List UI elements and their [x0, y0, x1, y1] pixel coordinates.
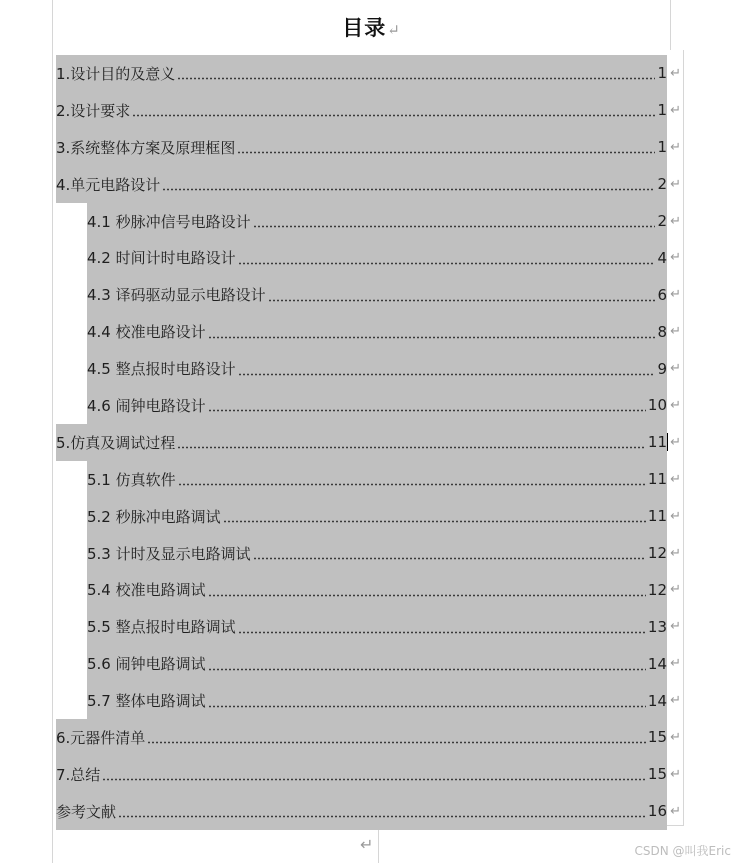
toc-entry-title[interactable]: 参考文献 — [56, 802, 117, 821]
page-margin-bottom-vertical — [378, 825, 379, 863]
toc-entry[interactable] — [56, 129, 686, 166]
toc-entry-content[interactable] — [56, 284, 686, 305]
dot-leader — [238, 362, 656, 376]
toc-entry-page-number[interactable]: 11 — [647, 507, 667, 526]
toc-entry-content[interactable] — [56, 653, 686, 674]
paragraph-mark-icon: ↵ — [670, 693, 681, 709]
toc-entry-title[interactable]: 4.1 秒脉冲信号电路设计 — [87, 212, 251, 231]
toc-entry[interactable] — [56, 387, 686, 424]
toc-entry-page-number[interactable]: 6 — [657, 285, 667, 304]
toc-entry[interactable] — [56, 535, 686, 572]
toc-entry-title[interactable]: 1.设计目的及意义 — [56, 64, 176, 83]
toc-entry-page-number[interactable]: 1 — [657, 138, 667, 157]
dot-leader — [178, 472, 646, 486]
toc-entry-page-number[interactable]: 1 — [657, 64, 667, 83]
toc-entry[interactable] — [56, 92, 686, 129]
page-margin-left — [52, 0, 53, 863]
dot-leader — [253, 214, 656, 228]
toc-entry-content[interactable] — [56, 469, 686, 490]
toc-entry-title[interactable]: 5.1 仿真软件 — [87, 470, 176, 489]
dot-leader — [237, 140, 655, 154]
toc-entry[interactable] — [56, 498, 686, 535]
paragraph-mark-icon: ↵ — [670, 803, 681, 819]
toc-entry[interactable] — [56, 793, 686, 830]
toc-entry-content[interactable] — [56, 727, 686, 748]
toc-heading[interactable] — [0, 12, 743, 42]
toc-entry-content[interactable] — [56, 174, 686, 195]
paragraph-mark-icon: ↵ — [670, 434, 681, 450]
toc-entry-page-number[interactable]: 4 — [657, 248, 667, 267]
toc-entry-content[interactable] — [56, 211, 686, 232]
dot-leader — [147, 730, 646, 744]
dot-leader — [253, 546, 646, 560]
toc-entry-content[interactable] — [56, 616, 686, 637]
toc-entry-content[interactable] — [56, 63, 686, 84]
toc-entry-title[interactable]: 5.7 整体电路调试 — [87, 692, 206, 711]
toc-entry-page-number[interactable]: 14 — [647, 654, 667, 673]
toc-entry[interactable] — [56, 571, 686, 608]
paragraph-mark-icon: ↵ — [670, 102, 681, 118]
toc-entry-title[interactable]: 4.3 译码驱动显示电路设计 — [87, 286, 266, 305]
paragraph-mark-icon: ↵ — [670, 729, 681, 745]
dot-leader — [177, 435, 646, 449]
toc-entry[interactable] — [56, 461, 686, 498]
paragraph-mark-icon: ↵ — [670, 545, 681, 561]
toc-entry[interactable] — [56, 203, 686, 240]
toc-entry-content[interactable] — [56, 395, 686, 416]
toc-entry-content[interactable] — [56, 579, 686, 600]
toc-entry[interactable] — [56, 239, 686, 276]
paragraph-mark-icon: ↵ — [670, 766, 681, 782]
toc-entry[interactable] — [56, 166, 686, 203]
toc-entry-content[interactable] — [56, 543, 686, 564]
toc-entry-content[interactable] — [56, 764, 686, 785]
toc-entry-page-number[interactable]: 1 — [657, 101, 667, 120]
text-cursor — [667, 433, 668, 451]
paragraph-mark-icon: ↵ — [670, 139, 681, 155]
dot-leader — [132, 103, 655, 117]
toc-entry[interactable] — [56, 719, 686, 756]
paragraph-mark-icon: ↵ — [670, 361, 681, 377]
toc-entry-page-number[interactable]: 14 — [647, 691, 667, 710]
toc-entry-page-number[interactable]: 12 — [647, 544, 667, 563]
toc-entry-page-number[interactable]: 13 — [647, 617, 667, 636]
toc-entry[interactable] — [56, 424, 686, 461]
paragraph-mark-icon: ↵ — [387, 21, 401, 39]
toc-entry-title[interactable]: 7.总结 — [56, 765, 101, 784]
toc-entry-page-number[interactable]: 10 — [647, 396, 667, 415]
toc-entry-title[interactable]: 5.6 闹钟电路调试 — [87, 655, 206, 674]
dot-leader — [208, 694, 646, 708]
toc-entry[interactable] — [56, 55, 686, 92]
toc-entry-title[interactable]: 5.3 计时及显示电路调试 — [87, 544, 251, 563]
paragraph-mark-icon: ↵ — [670, 508, 681, 524]
dot-leader — [223, 509, 646, 523]
paragraph-mark-icon: ↵ — [670, 250, 681, 266]
toc-entry-title[interactable]: 4.6 闹钟电路设计 — [87, 396, 206, 415]
paragraph-mark-icon: ↵ — [670, 287, 681, 303]
toc-entry-page-number[interactable]: 11 — [647, 470, 667, 489]
toc-entry-content[interactable] — [56, 321, 686, 342]
toc-entry-page-number[interactable]: 15 — [647, 728, 667, 747]
toc-entry-page-number[interactable]: 2 — [657, 212, 667, 230]
toc-entry[interactable] — [56, 350, 686, 387]
toc-entry-content[interactable] — [56, 247, 686, 268]
dot-leader — [208, 325, 656, 339]
toc-entry[interactable] — [56, 608, 686, 645]
toc-entry-title[interactable]: 4.2 时间计时电路设计 — [87, 249, 236, 268]
toc-entry-title[interactable]: 3.系统整体方案及原理框图 — [56, 138, 236, 157]
dot-leader — [238, 620, 646, 634]
toc-entry-content[interactable] — [56, 100, 686, 121]
paragraph-mark-icon: ↵ — [670, 582, 681, 598]
paragraph-mark-icon: ↵ — [670, 324, 681, 340]
paragraph-mark-icon: ↵ — [670, 656, 681, 672]
toc-entry-content[interactable] — [56, 690, 686, 711]
watermark: CSDN @叫我Eric — [634, 844, 731, 858]
toc-entry-page-number[interactable]: 16 — [647, 802, 667, 821]
toc-heading-text: 目录 — [342, 15, 387, 40]
dot-leader — [208, 398, 646, 412]
dot-leader — [208, 657, 646, 671]
toc-entry[interactable] — [56, 756, 686, 793]
toc-entry-title[interactable]: 5.仿真及调试过程 — [56, 433, 176, 452]
toc-entry-content[interactable] — [56, 432, 686, 453]
toc-entry[interactable] — [56, 276, 686, 313]
toc-entry-title[interactable]: 6.元器件清单 — [56, 728, 146, 747]
paragraph-mark-icon: ↵ — [670, 471, 681, 487]
dot-leader — [177, 66, 655, 80]
toc-entry-page-number[interactable]: 2 — [657, 175, 667, 194]
toc-entry[interactable] — [56, 313, 686, 350]
toc-entry-page-number[interactable]: 9 — [657, 359, 667, 378]
toc-entry-title[interactable]: 4.5 整点报时电路设计 — [87, 360, 236, 379]
dot-leader — [102, 767, 646, 781]
dot-leader — [208, 583, 646, 597]
toc-entry-title[interactable]: 5.5 整点报时电路调试 — [87, 618, 236, 637]
dot-leader — [268, 288, 656, 302]
toc-entry-title[interactable]: 4.单元电路设计 — [56, 175, 161, 194]
toc-entry-page-number[interactable]: 15 — [647, 765, 667, 784]
toc-entry-content[interactable] — [56, 801, 686, 822]
toc-entry-title[interactable]: 4.4 校准电路设计 — [87, 323, 206, 342]
table-of-contents[interactable] — [56, 55, 686, 830]
dot-leader — [162, 177, 655, 191]
paragraph-mark-icon: ↵ — [670, 213, 681, 229]
toc-entry-page-number[interactable]: 12 — [647, 580, 667, 599]
dot-leader — [238, 251, 656, 265]
paragraph-mark-icon: ↵ — [670, 176, 681, 192]
toc-entry[interactable] — [56, 682, 686, 719]
toc-entry-content[interactable] — [56, 506, 686, 527]
paragraph-mark-icon: ↵ — [670, 397, 681, 413]
toc-entry-content[interactable] — [56, 358, 686, 379]
toc-entry-page-number[interactable]: 11 — [647, 433, 667, 452]
paragraph-mark-icon: ↵ — [360, 835, 374, 854]
paragraph-mark-icon: ↵ — [670, 65, 681, 81]
toc-entry[interactable] — [56, 645, 686, 682]
toc-entry-title[interactable]: 5.2 秒脉冲电路调试 — [87, 507, 221, 526]
paragraph-mark-icon: ↵ — [670, 619, 681, 635]
toc-entry-page-number[interactable]: 8 — [657, 322, 667, 341]
dot-leader — [118, 804, 646, 818]
toc-entry-title[interactable]: 2.设计要求 — [56, 101, 131, 120]
toc-entry-title[interactable]: 5.4 校准电路调试 — [87, 581, 206, 600]
toc-entry-content[interactable] — [56, 137, 686, 158]
